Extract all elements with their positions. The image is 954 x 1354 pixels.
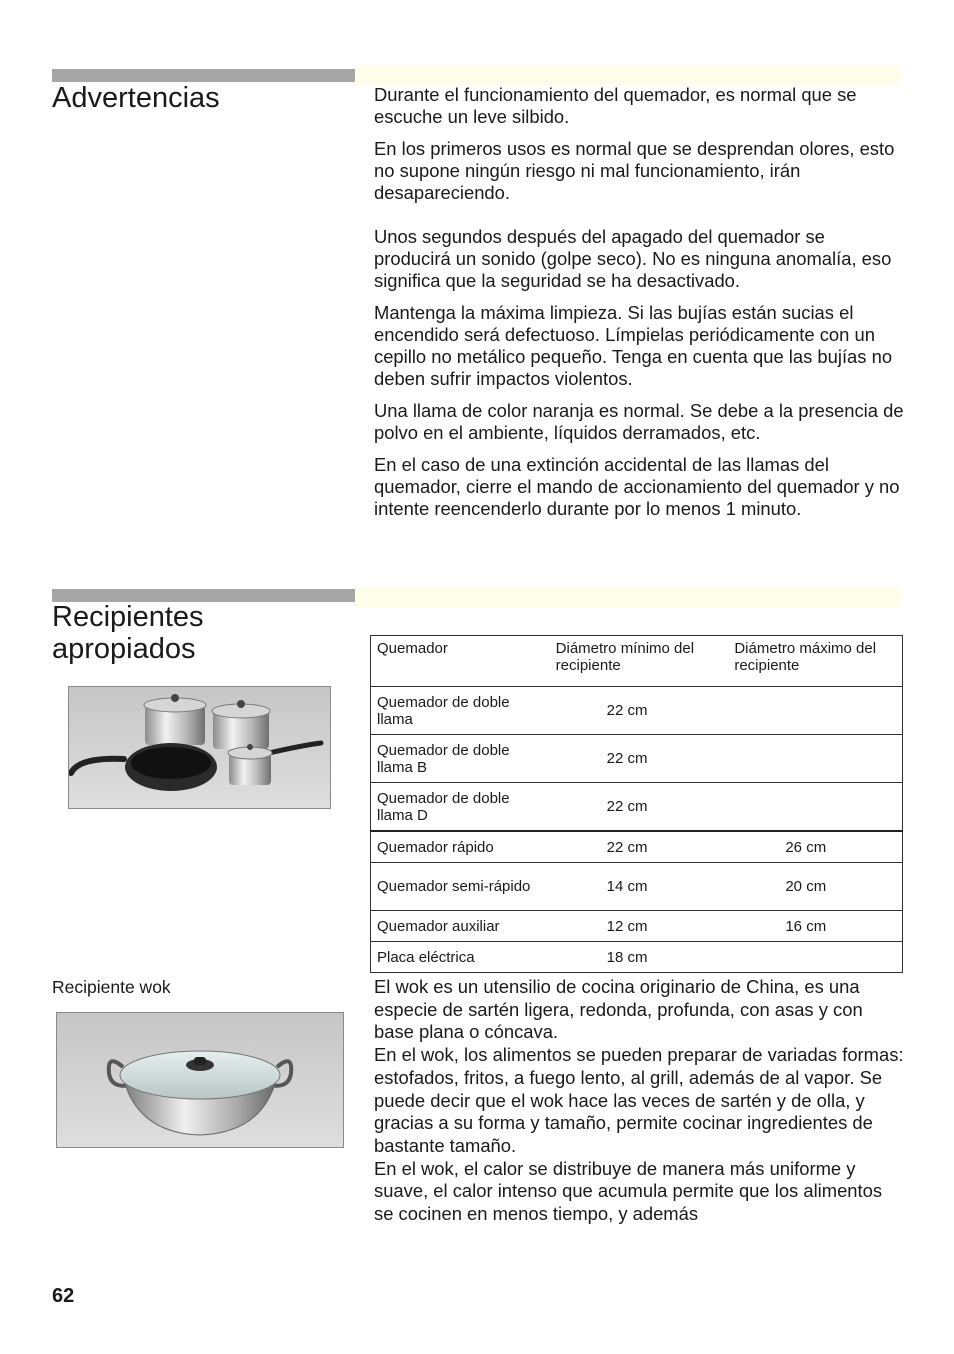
cell-max — [728, 942, 902, 973]
table-row — [371, 735, 903, 783]
header-max-diameter: Diámetro máximo del recipiente — [728, 636, 902, 687]
cell-max — [728, 687, 902, 735]
warning-paragraph: Durante el funcionamiento del quemador, es normal que se escuche un leve silbido. — [374, 84, 857, 127]
section-tint-containers — [355, 587, 901, 607]
table-header-row — [371, 636, 903, 687]
cell-max — [728, 783, 902, 832]
cell-max: 20 cm — [728, 863, 902, 911]
cell-burner: Quemador auxiliar — [371, 911, 550, 942]
containers-title — [52, 601, 204, 665]
section-bar-warnings — [52, 69, 355, 82]
cell-min: 22 cm — [550, 687, 729, 735]
warning-paragraph: Una llama de color naranja es normal. Se debe a la presencia de polvo en el ambiente, líquidos derramados, etc. — [374, 400, 904, 443]
cell-max — [728, 735, 902, 783]
cell-burner: Quemador semi-rápido — [371, 863, 550, 911]
wok-image — [56, 1012, 344, 1148]
cell-min: 22 cm — [550, 735, 729, 783]
cell-min: 22 cm — [550, 831, 729, 863]
wok-caption: Recipiente wok — [52, 977, 171, 997]
table-row — [371, 942, 903, 973]
wok-paragraph: El wok es un utensilio de cocina originario de China, es una especie de sartén ligera, redonda, profunda, con asas y con base plana o cóncava. — [374, 976, 863, 1043]
warnings-title: Advertencias — [52, 82, 220, 114]
header-burner: Quemador — [371, 636, 550, 687]
warning-paragraph: En los primeros usos es normal que se desprendan olores, esto no supone ningún riesgo ni mal funcionamiento, irán desapareciendo. — [374, 138, 895, 203]
table-row — [371, 911, 903, 942]
section-tint-warnings — [355, 65, 901, 85]
burner-diameter-table — [370, 635, 903, 973]
header-min-diameter: Diámetro mínimo del recipiente — [550, 636, 729, 687]
cell-burner: Quemador rápido — [371, 831, 550, 863]
containers-title-line1: Recipientes — [52, 601, 204, 633]
cell-min: 14 cm — [550, 863, 729, 911]
cell-burner: Quemador de doble llama — [371, 687, 550, 735]
cell-burner: Placa eléctrica — [371, 942, 550, 973]
wok-body — [374, 976, 904, 1226]
cell-burner: Quemador de doble llama D — [371, 783, 550, 832]
wok-paragraph: En el wok, el calor se distribuye de manera más uniforme y suave, el calor intenso que acumula permite que los alimentos se cocinen en menos tiempo, y además — [374, 1157, 883, 1225]
cell-burner: Quemador de doble llama B — [371, 735, 550, 783]
warnings-body — [374, 84, 904, 530]
table-row — [371, 831, 903, 863]
page-number: 62 — [52, 1285, 75, 1307]
warning-paragraph: Mantenga la máxima limpieza. Si las bujías están sucias el encendido será defectuoso. Límpielas periódicamente con un cepillo no metálico pequeño. Tenga en cuenta que las bujías no deben sufrir impactos violentos. — [374, 302, 893, 389]
table-row — [371, 783, 903, 832]
table-row — [371, 687, 903, 735]
wok-paragraph: En el wok, los alimentos se pueden preparar de variadas formas: estofados, fritos, a fuego lento, al grill, además de al vapor. Se puede decir que el wok hace las veces de sartén y de olla, y gracias a su forma y tamaño, permite cocinar ingredientes de bastante tamaño. — [374, 1044, 904, 1156]
cell-min: 18 cm — [550, 942, 729, 973]
containers-title-line2: apropiados — [52, 633, 196, 665]
cell-max: 26 cm — [728, 831, 902, 863]
warning-paragraph: Unos segundos después del apagado del quemador se producirá un sonido (golpe seco). No es ninguna anomalía, eso significa que la seguridad se ha desactivado. — [374, 226, 892, 291]
warning-paragraph: En el caso de una extinción accidental de las llamas del quemador, cierre el mando de accionamiento del quemador y no intente reencenderlo durante por lo menos 1 minuto. — [374, 454, 900, 519]
wok-illustration — [57, 1013, 343, 1147]
table-row — [371, 863, 903, 911]
cell-max: 16 cm — [728, 911, 902, 942]
cell-min: 12 cm — [550, 911, 729, 942]
cookware-illustration — [69, 687, 330, 808]
cell-min: 22 cm — [550, 783, 729, 832]
cookware-image — [68, 686, 331, 809]
